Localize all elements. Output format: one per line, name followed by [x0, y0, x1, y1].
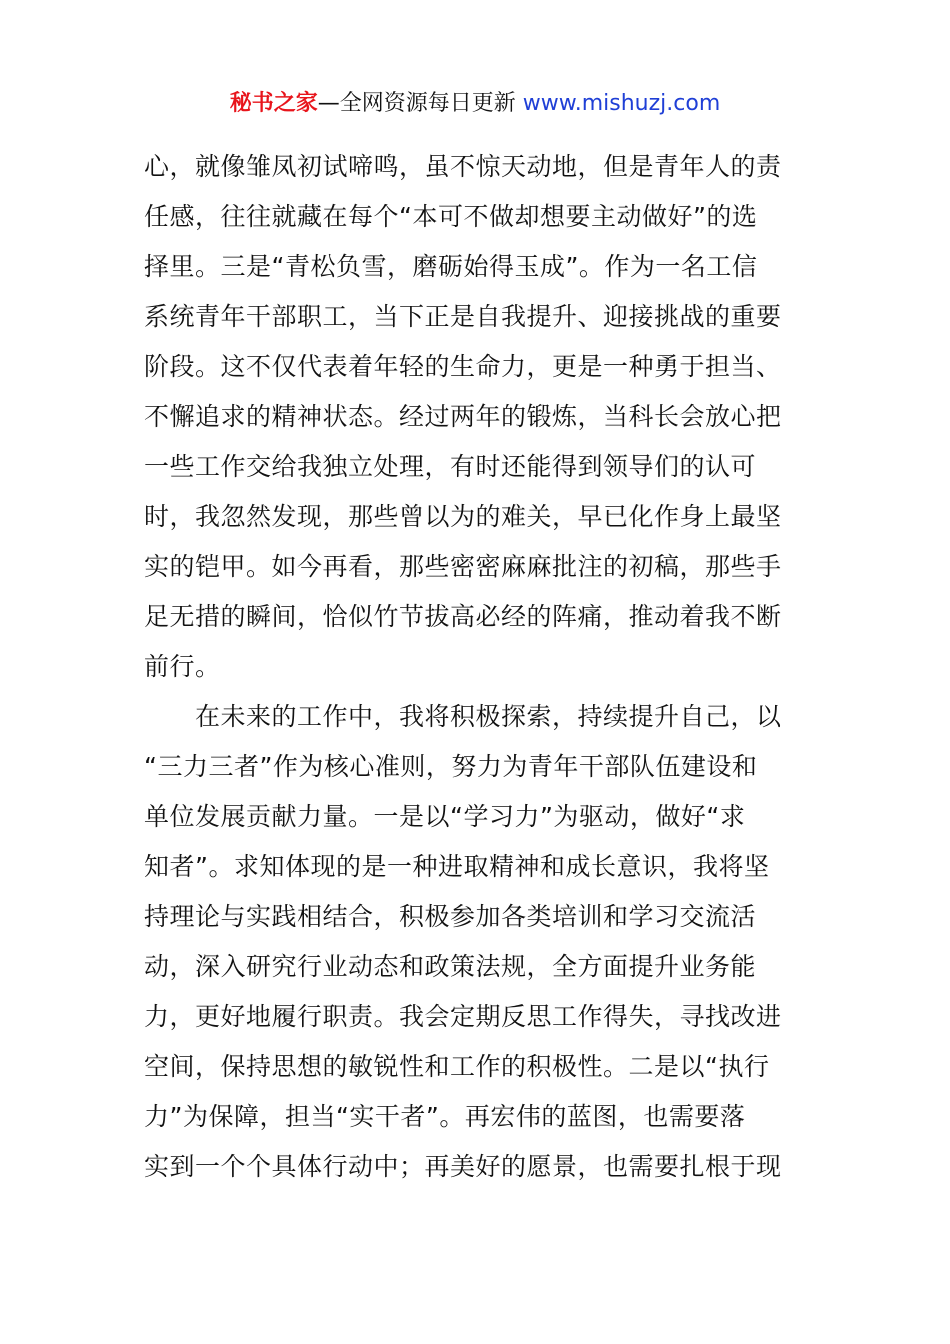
text-line: 系统青年干部职工，当下正是自我提升、迎接挑战的重要	[144, 302, 782, 331]
text-line: 足无措的瞬间，恰似竹节拔高必经的阵痛，推动着我不断	[144, 602, 782, 631]
site-brand: 秘书之家	[229, 91, 318, 116]
text-line: 一些工作交给我独立处理，有时还能得到领导们的认可	[144, 452, 757, 481]
text-line: “三力三者”作为核心准则，努力为青年干部队伍建设和	[144, 752, 758, 781]
text-line: 动，深入研究行业动态和政策法规，全方面提升业务能	[144, 952, 757, 981]
text-line: 空间，保持思想的敏锐性和工作的积极性。二是以“执行	[144, 1052, 770, 1081]
text-line: 实的铠甲。如今再看，那些密密麻麻批注的初稿，那些手	[144, 552, 782, 581]
text-line: 实到一个个具体行动中；再美好的愿景，也需要扎根于现	[144, 1152, 782, 1181]
text-line: 阶段。这不仅代表着年轻的生命力，更是一种勇于担当、	[144, 352, 782, 381]
document-body	[144, 142, 806, 1192]
text-line: 时，我忽然发现，那些曾以为的难关，早已化作身上最坚	[144, 502, 782, 531]
text-line: 持理论与实践相结合，积极参加各类培训和学习交流活	[144, 902, 757, 931]
text-line: 前行。	[144, 652, 221, 681]
site-slogan: —全网资源每日更新	[317, 91, 523, 116]
site-url-link[interactable]: www.mishuzj.com	[522, 91, 721, 116]
text-line: 任感，往往就藏在每个“本可不做却想要主动做好”的选	[144, 202, 758, 231]
text-line: 单位发展贡献力量。一是以“学习力”为驱动，做好“求	[144, 802, 746, 831]
text-line: 力，更好地履行职责。我会定期反思工作得失，寻找改进	[144, 1002, 782, 1031]
text-line: 不懈追求的精神状态。经过两年的锻炼，当科长会放心把	[144, 402, 782, 431]
site-header	[0, 86, 950, 122]
paragraph-first-line: 在未来的工作中，我将积极探索，持续提升自己，以	[144, 702, 782, 731]
text-line: 知者”。求知体现的是一种进取精神和成长意识，我将坚	[144, 852, 770, 881]
text-line: 心，就像雏凤初试啼鸣，虽不惊天动地，但是青年人的责	[144, 152, 782, 181]
text-line: 力”为保障，担当“实干者”。再宏伟的蓝图，也需要落	[144, 1102, 746, 1131]
text-line: 择里。三是“青松负雪，磨砺始得玉成”。作为一名工信	[144, 252, 758, 281]
